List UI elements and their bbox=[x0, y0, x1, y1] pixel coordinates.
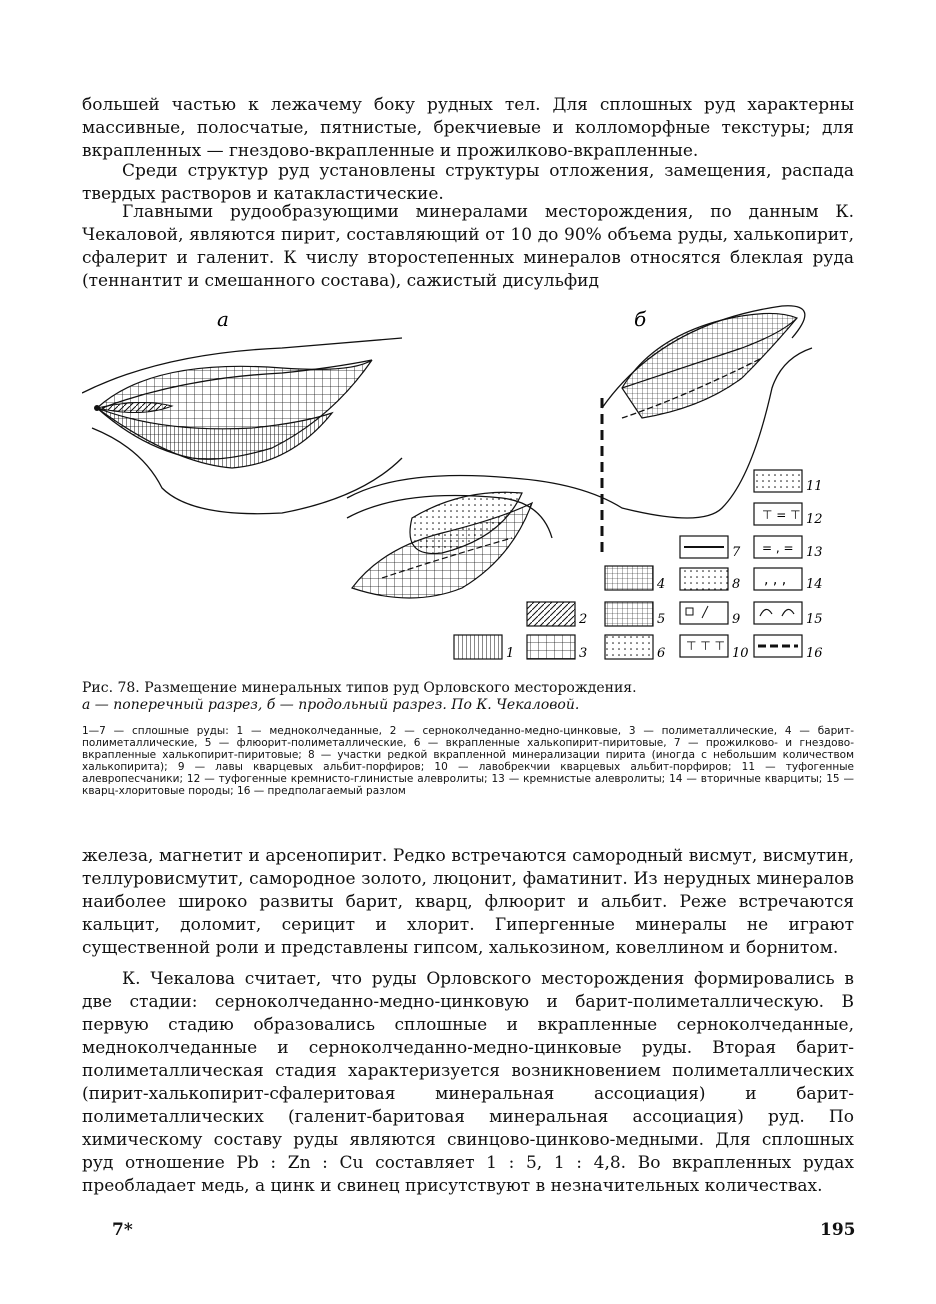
legend-num-2: 2 bbox=[579, 612, 588, 627]
legend-box-2 bbox=[527, 602, 575, 626]
svg-text:, , ,: , , , bbox=[764, 572, 787, 588]
legend-num-15: 15 bbox=[806, 612, 823, 627]
svg-text:⊤ = ⊤: ⊤ = ⊤ bbox=[762, 508, 801, 522]
legend-num-8: 8 bbox=[732, 577, 741, 592]
paragraph-4: железа, магнетит и арсенопирит. Редко встречаются самородный висмут, висмутин, теллуровисмутит, самородное золото, люцонит, фаматинит. Из нерудных минералов наиболее широко развиты барит, кварц, флюорит и альбит. Реже встречаются кальцит, доломит, серицит и хлорит. Гипергенные минералы не играют существенной роли и представлены гипсом, халькозином, ковеллином и борнитом. bbox=[82, 846, 854, 958]
caption-title: Рис. 78. Размещение минеральных типов руд Орловского месторождения. bbox=[82, 680, 637, 696]
signature-mark: 7* bbox=[112, 1220, 133, 1240]
figure-78-geological-sections bbox=[82, 298, 854, 676]
paragraph-5: К. Чекалова считает, что руды Орловского месторождения формировались в две стадии: серноколчеданно-медно-цинковую и барит-полиметаллическую. В первую стадию образовались сплошные и вкрапленные серноколчеданные, медноколчеданные и серноколчеданно-медно-цинковые руды. Вторая барит-полиметаллическая стадия характеризуется возникновением полиметаллических (пирит-халькопирит-сфалеритовая минеральная ассоциация) и барит-полиметаллических (галенит-баритовая минеральная ассоциация) руд. По химическому составу руды являются свинцово-цинково-медными. Для сплошных руд отношение Pb : Zn : Cu составляет 1 : 5, 1 : 4,8. Во вкрапленных рудах преобладает медь, а цинк и свинец присутствуют в незначительных количествах. bbox=[82, 969, 854, 1196]
legend-num-16: 16 bbox=[806, 646, 823, 661]
section-a bbox=[82, 307, 402, 514]
legend-box-6 bbox=[605, 635, 653, 659]
legend-num-13: 13 bbox=[806, 545, 823, 560]
legend-num-4: 4 bbox=[657, 577, 666, 592]
page-number: 195 bbox=[820, 1220, 856, 1240]
legend-box-3 bbox=[527, 635, 575, 659]
legend-num-10: 10 bbox=[732, 646, 749, 661]
section-b bbox=[347, 306, 812, 598]
legend-box-11 bbox=[754, 470, 802, 492]
paragraph-1: большей частью к лежачему боку рудных тел. Для сплошных руд характерны массивные, полосчатые, пятнистые, брекчиевые и колломорфные текстуры; для вкрапленных — гнездово-вкрапленные и прожилково-вкрапленные. bbox=[82, 95, 854, 161]
svg-text:⊤ ⊤ ⊤: ⊤ ⊤ ⊤ bbox=[686, 639, 725, 653]
legend-box-5 bbox=[605, 602, 653, 626]
figure-caption bbox=[82, 680, 854, 714]
paragraph-3: Главными рудообразующими минералами месторождения, по данным К. Чекаловой, являются пирит, составляющий от 10 до 90% объема руды, халькопирит, сфалерит и галенит. К числу второстепенных минералов относятся блеклая руда (теннантит и смешанного состава), сажистый дисульфид bbox=[82, 202, 854, 291]
label-b: б bbox=[634, 307, 647, 331]
legend-box-1 bbox=[454, 635, 502, 659]
legend-box-8 bbox=[680, 568, 728, 590]
legend-num-7: 7 bbox=[732, 545, 741, 560]
legend-box-4 bbox=[605, 566, 653, 590]
legend-num-1: 1 bbox=[506, 646, 515, 661]
label-a: а bbox=[217, 307, 229, 331]
caption-subtitle: а — поперечный разрез, б — продольный разрез. По К. Чекаловой. bbox=[82, 697, 580, 713]
svg-text:= , =: = , = bbox=[762, 541, 794, 555]
legend-num-9: 9 bbox=[732, 612, 741, 627]
caption-legend: 1—7 — сплошные руды: 1 — медноколчеданные, 2 — серноколчеданно-медно-цинковые, 3 — полиметаллические, 4 — барит-полиметаллические, 5 — флюорит-полиметаллические, 6 — вкрапленные халькопирит-пиритовые, 7 — прожилково- и гнездово-вкрапленные халькопирит-пиритовые; 8 — участки редкой вкрапленной минерализации пирита (иногда с небольшим количеством халькопирита); 9 — лавы кварцевых альбит-порфиров; 10 — лавобрекчии кварцевых альбит-порфиров; 11 — туфогенные алевропесчаники; 12 — туфогенные кремнисто-глинистые алевролиты; 13 — кремнистые алевролиты; 14 — вторичные кварциты; 15 — кварц-хлоритовые породы; 16 — предполагаемый разлом bbox=[82, 725, 854, 797]
legend-num-3: 3 bbox=[579, 646, 588, 661]
legend-num-11: 11 bbox=[806, 479, 823, 494]
paragraph-2: Среди структур руд установлены структуры отложения, замещения, распада твердых растворов и катакластические. bbox=[82, 161, 854, 204]
legend-num-6: 6 bbox=[657, 646, 666, 661]
legend-num-14: 14 bbox=[806, 577, 823, 592]
legend-num-5: 5 bbox=[657, 612, 666, 627]
legend-num-12: 12 bbox=[806, 512, 823, 527]
